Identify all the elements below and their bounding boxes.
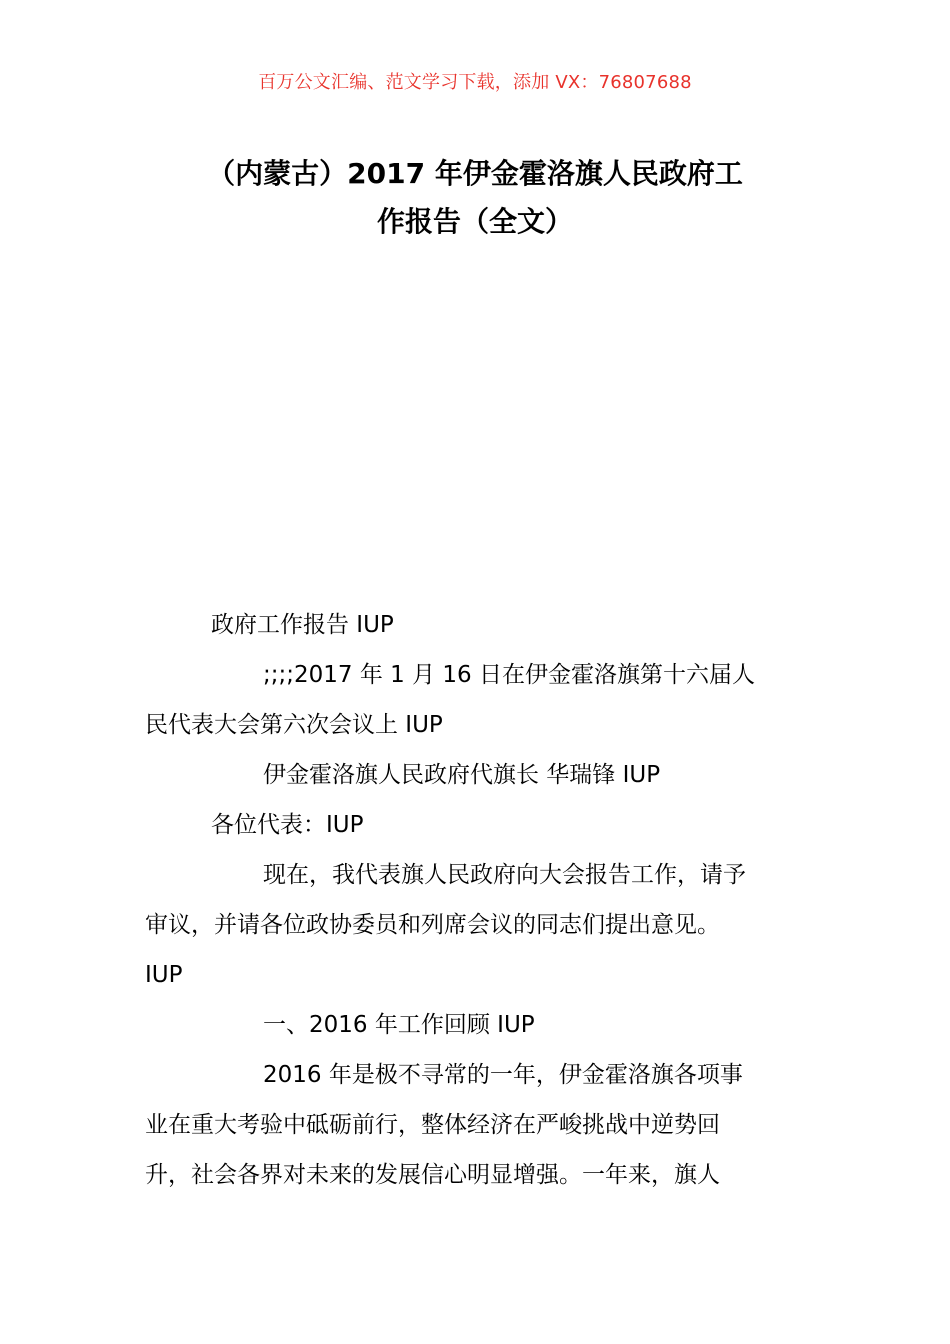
document-body	[145, 600, 810, 1200]
document-title-line-1: （内蒙古）2017 年伊金霍洛旗人民政府工	[207, 157, 743, 190]
intro-line-3: IUP	[145, 962, 183, 988]
watermark-banner: 百万公文汇编、范文学习下载，添加 VX：76807688	[258, 72, 692, 93]
report-label: 政府工作报告 IUP	[211, 612, 394, 638]
document-title-line-2: 作报告（全文）	[376, 205, 573, 238]
intro-line-2: 审议，并请各位政协委员和列席会议的同志们提出意见。	[145, 912, 720, 938]
review-line-3: 升，社会各界对未来的发展信心明显增强。一年来，旗人	[145, 1162, 720, 1188]
speaker-line: 伊金霍洛旗人民政府代旗长 华瑞锋 IUP	[263, 762, 661, 788]
intro-line-1: 现在，我代表旗人民政府向大会报告工作，请予	[263, 862, 746, 888]
document-title	[145, 150, 805, 246]
section-heading: 一、2016 年工作回顾 IUP	[263, 1012, 535, 1038]
meeting-info-line-1: ;;;;2017 年 1 月 16 日在伊金霍洛旗第十六届人	[263, 662, 755, 688]
salutation: 各位代表：IUP	[211, 812, 364, 838]
meeting-info-line-2: 民代表大会第六次会议上 IUP	[145, 712, 443, 738]
review-line-2: 业在重大考验中砥砺前行，整体经济在严峻挑战中逆势回	[145, 1112, 720, 1138]
review-line-1: 2016 年是极不寻常的一年，伊金霍洛旗各项事	[263, 1062, 743, 1088]
